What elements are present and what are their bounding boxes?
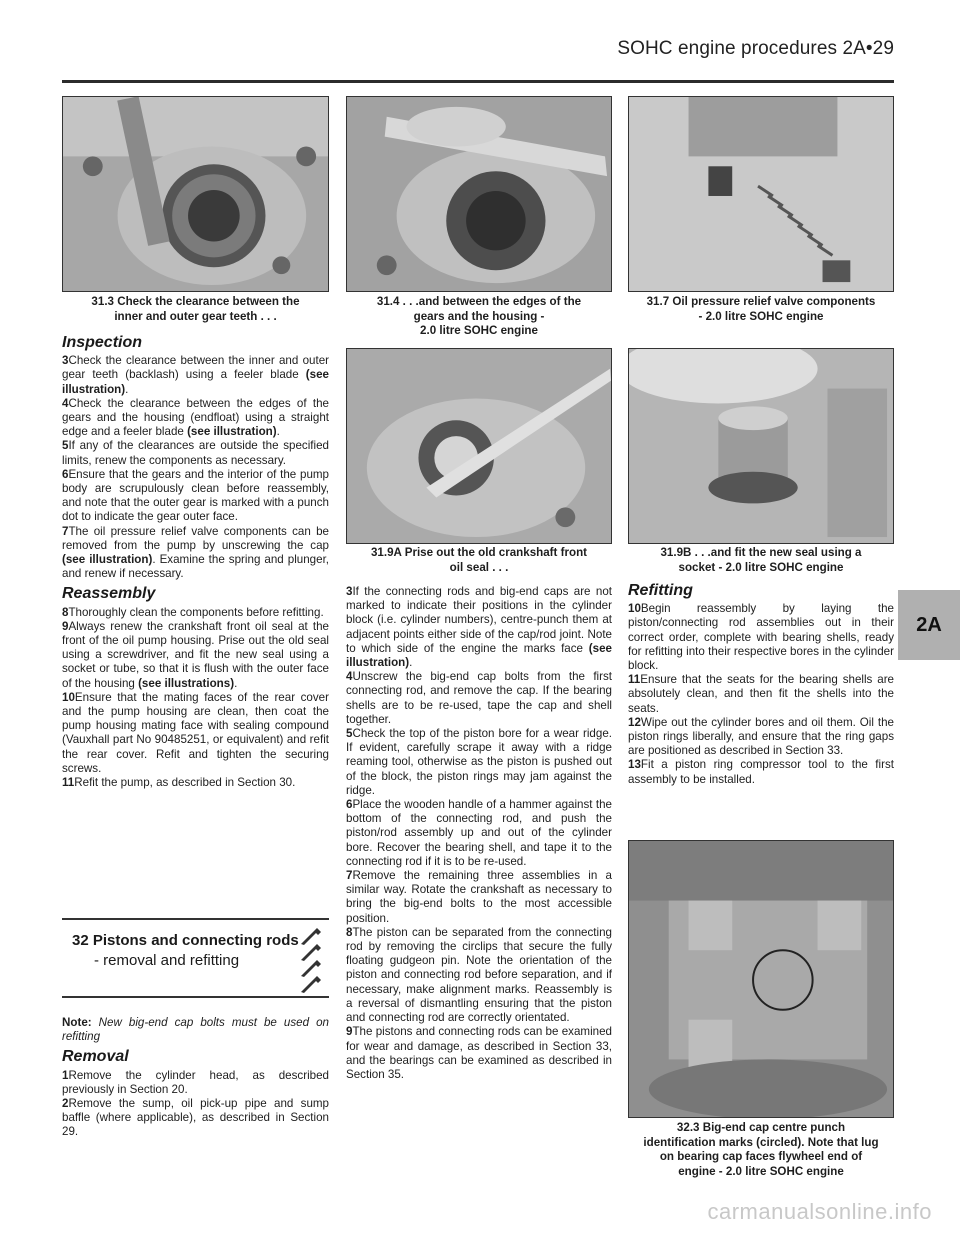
photo-31-9b — [628, 348, 894, 544]
paragraph-c2-9: 9The pistons and connecting rods can be examined for wear and damage, as described in Section 33, and the bearings can be examined as described in Section 35. — [346, 1025, 612, 1081]
paragraph-3: 3Check the clearance between the inner and outer gear teeth (backlash) using a feeler blade (see illustration). — [62, 354, 329, 396]
paragraph-7: 7The oil pressure relief valve components can be removed from the pump by unscrewing the cap (see illustration). Examine the spring and plunger, and renew if necessary. — [62, 524, 330, 581]
note-text: Note: New big-end cap bolts must be used on refitting — [62, 1016, 329, 1044]
photo-31-9a — [346, 348, 612, 544]
paragraph-c2-8: 8The piston can be separated from the connecting rod by removing the circlips that secure the fully floating gudgeon pin. Note the orientation of the piston and connecting rod before separation, and if necessary, make alignment marks. Reassembly is a reversal of dismantling ensuring that the piston and connecting rod are correctly orientated. — [346, 925, 612, 1025]
paragraph-6: 6Ensure that the gears and the interior of the pump body are scrupulously clean before reassembly, and note that the outer gear is marked with a punch dot to indicate the gear outer face. — [62, 467, 329, 524]
paragraph-c2-6: 6Place the wooden handle of a hammer against the bottom of the connecting rod, and push the piston/rod assembly up and out of the cylinder bore. Recover the bearing shell, and tape it to the connecting rod if it is to be re-used. — [346, 798, 612, 868]
column-3 — [628, 578, 894, 787]
caption-31-4: 31.4 . . .and between the edges of the gears and the housing - 2.0 litre SOHC engine — [376, 295, 582, 337]
photo-31-7 — [628, 96, 894, 292]
paragraph-10: 10Ensure that the mating faces of the rear cover and the pump housing are clean, then coat the pump housing mating face with sealing compound (Vauxhall part No 90485251, or equivalent) and refit the rear cover. Refit and tighten the securing screws. — [62, 690, 329, 775]
paragraph-5: 5If any of the clearances are outside the specified limits, renew the components as necessary. — [62, 439, 329, 467]
column-1-lower — [62, 1004, 329, 1140]
photo-31-3 — [62, 96, 329, 292]
caption-31-9b: 31.9B . . .and fit the new seal using a socket - 2.0 litre SOHC engine — [660, 546, 862, 574]
section-32-title: 32 Pistons and connecting rods — [72, 932, 299, 949]
page-header-title: SOHC engine procedures 2A•29 — [617, 38, 894, 59]
paragraph-c3-10: 10Begin reassembly by laying the piston/connecting rod assemblies out in their correct order, complete with bearing shells, ready for refitting into their respective bores in the cylinder block. — [628, 602, 894, 673]
photo-32-3 — [628, 840, 894, 1118]
paragraph-4: 4Check the clearance between the edges of the gears and the housing (endfloat) using a straight edge and a feeler blade (see illustration). — [62, 396, 329, 439]
paragraph-c2-4: 4Unscrew the big-end cap bolts from the first connecting rod, and remove the cap. If the bearing shells are to be re-used, tape the cap and shell together. — [346, 670, 612, 726]
watermark-text: carmanualsonline.info — [707, 1199, 932, 1224]
caption-31-7: 31.7 Oil pressure relief valve components - 2.0 litre SOHC engine — [646, 295, 876, 323]
chapter-tab-2a: 2A — [898, 590, 960, 660]
heading-refitting: Refitting — [628, 582, 693, 599]
photo-31-4 — [346, 96, 612, 292]
paragraph-9: 9Always renew the crankshaft front oil seal at the front of the oil pump housing. Prise out the old seal using a screwdriver, and fit the new seal using a socket or tube, so that it is flush with the outer face of the housing (see illustrations). — [62, 619, 329, 690]
header-rule — [62, 80, 894, 83]
heading-removal: Removal — [62, 1048, 129, 1066]
paragraph-c2-3: 3If the connecting rods and big-end caps are not marked to indicate their positions in the cylinder block (i.e. cylinder numbers), centre-punch them at adjacent points either side of the cap/rod joint. Note to which side of the engine the marks face (see illustration). — [346, 585, 612, 670]
paragraph-c3-13: 13Fit a piston ring compressor tool to the first assembly to be installed. — [628, 758, 894, 786]
section-32-subtitle: - removal and refitting — [94, 952, 240, 969]
heading-inspection: Inspection — [62, 334, 143, 351]
heading-reassembly: Reassembly — [62, 585, 156, 603]
paragraph-c3-11: 11Ensure that the seats for the bearing shells are absolutely clean, and then fit the shells into the seats. — [628, 673, 894, 715]
column-1 — [62, 330, 329, 790]
column-2 — [346, 585, 612, 1082]
paragraph-c2-5: 5Check the top of the piston bore for a wear ridge. If evident, carefully scrape it away with a ridge reaming tool, otherwise as the piston is pushed out of the block, the piston rings may jam against the ridge. — [346, 727, 612, 797]
section-32-heading-box — [62, 918, 329, 998]
spanner-difficulty-icon — [297, 926, 323, 994]
paragraph-8: 8Thoroughly clean the components before refitting. — [62, 605, 324, 619]
caption-32-3: 32.3 Big-end cap centre punch identification marks (circled). Note that lug on bearing cap faces flywheel end of engine - 2.0 litre SOHC engine — [643, 1121, 879, 1178]
paragraph-r2: 2Remove the sump, oil pick-up pipe and sump baffle (where applicable), as described in Section 29. — [62, 1097, 329, 1139]
caption-31-9a: 31.9A Prise out the old crankshaft front oil seal . . . — [370, 546, 588, 574]
paragraph-11: 11Refit the pump, as described in Section 30. — [62, 776, 296, 790]
paragraph-r1: 1Remove the cylinder head, as described previously in Section 20. — [62, 1068, 329, 1096]
paragraph-c3-12: 12Wipe out the cylinder bores and oil them. Oil the piston rings liberally, and ensure that the ring gaps are positioned as described in Section 33. — [628, 715, 894, 758]
paragraph-c2-7: 7Remove the remaining three assemblies in a similar way. Rotate the crankshaft as necessary to bring the big-end bolts to the most accessible position. — [346, 869, 612, 925]
caption-31-3: 31.3 Check the clearance between the inner and outer gear teeth . . . — [91, 295, 300, 323]
